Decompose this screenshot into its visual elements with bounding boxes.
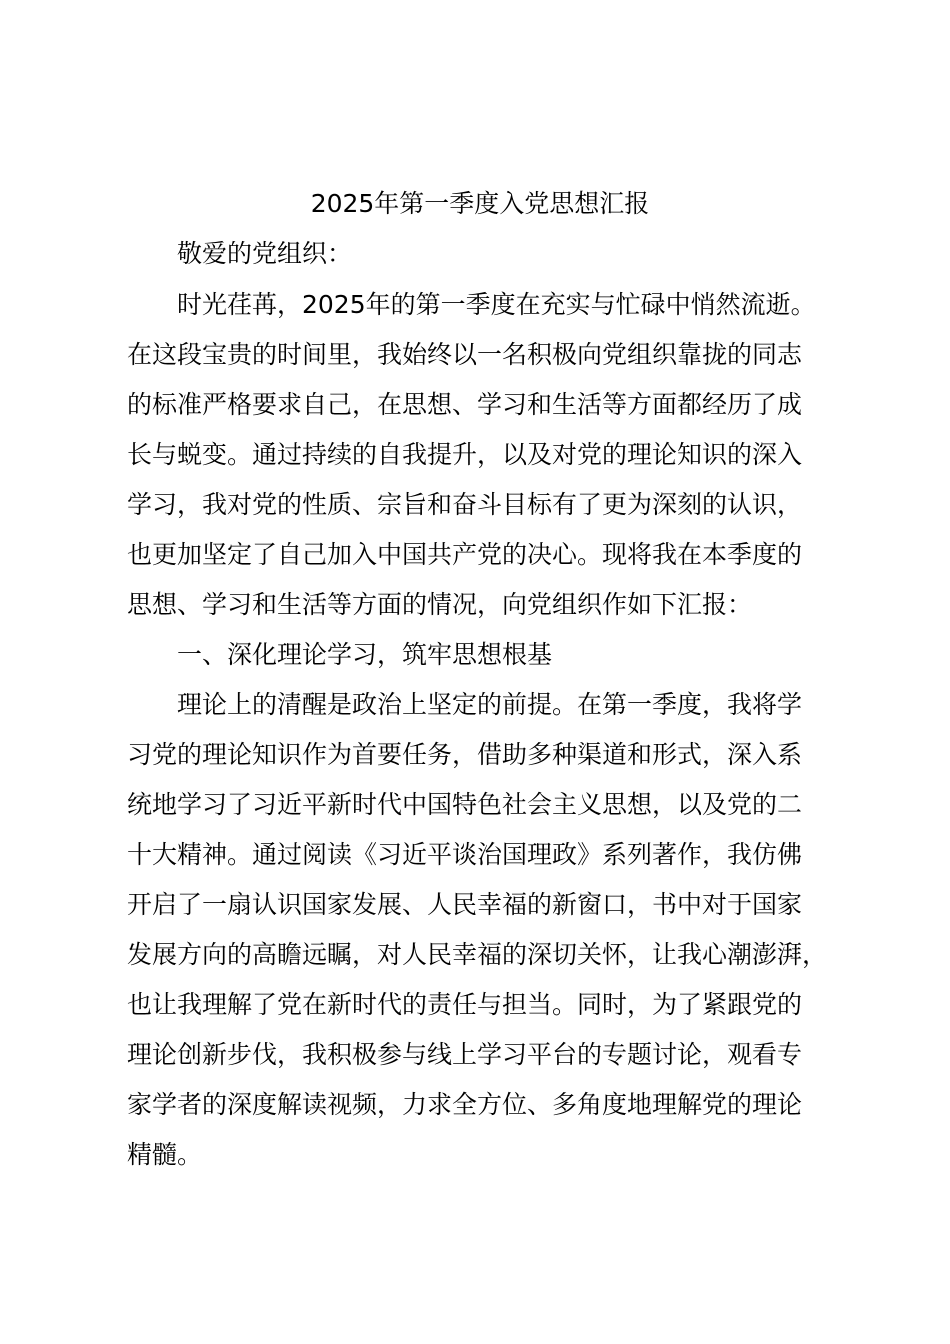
document-title: 2025年第一季度入党思想汇报 — [310, 189, 650, 218]
paragraph-2-line-3: 统地学习了习近平新时代中国特色社会主义思想，以及党的二 — [127, 790, 803, 819]
paragraph-1-line-2: 在这段宝贵的时间里，我始终以一名积极向党组织靠拢的同志 — [127, 340, 803, 369]
paragraph-2-line-8: 理论创新步伐，我积极参与线上学习平台的专题讨论，观看专 — [127, 1040, 803, 1069]
paragraph-2-line-9: 家学者的深度解读视频，力求全方位、多角度地理解党的理论 — [127, 1090, 803, 1119]
paragraph-2-line-4: 十大精神。通过阅读《习近平谈治国理政》系列著作，我仿佛 — [127, 840, 803, 869]
paragraph-2-line-10: 精髓。 — [127, 1140, 203, 1169]
paragraph-1-line-3: 的标准严格要求自己，在思想、学习和生活等方面都经历了成 — [127, 390, 803, 419]
paragraph-2-line-7: 也让我理解了党在新时代的责任与担当。同时，为了紧跟党的 — [127, 990, 803, 1019]
salutation: 敬爱的党组织： — [177, 239, 353, 268]
paragraph-1-line-5: 学习，我对党的性质、宗旨和奋斗目标有了更为深刻的认识， — [127, 490, 803, 519]
paragraph-2-line-6: 发展方向的高瞻远瞩，对人民幸福的深切关怀，让我心潮澎湃， — [127, 940, 828, 969]
paragraph-2-line-5: 开启了一扇认识国家发展、人民幸福的新窗口，书中对于国家 — [127, 890, 803, 919]
paragraph-2-line-1: 理论上的清醒是政治上坚定的前提。在第一季度，我将学 — [177, 690, 803, 719]
paragraph-1-line-1: 时光荏苒，2025年的第一季度在充实与忙碌中悄然流逝。 — [177, 290, 816, 319]
section-heading-1: 一、深化理论学习，筑牢思想根基 — [177, 640, 553, 669]
paragraph-1-line-6: 也更加坚定了自己加入中国共产党的决心。现将我在本季度的 — [127, 540, 803, 569]
paragraph-2-line-2: 习党的理论知识作为首要任务，借助多种渠道和形式，深入系 — [127, 740, 803, 769]
paragraph-1-line-7: 思想、学习和生活等方面的情况，向党组织作如下汇报： — [127, 590, 753, 619]
paragraph-1-line-4: 长与蜕变。通过持续的自我提升，以及对党的理论知识的深入 — [127, 440, 803, 469]
